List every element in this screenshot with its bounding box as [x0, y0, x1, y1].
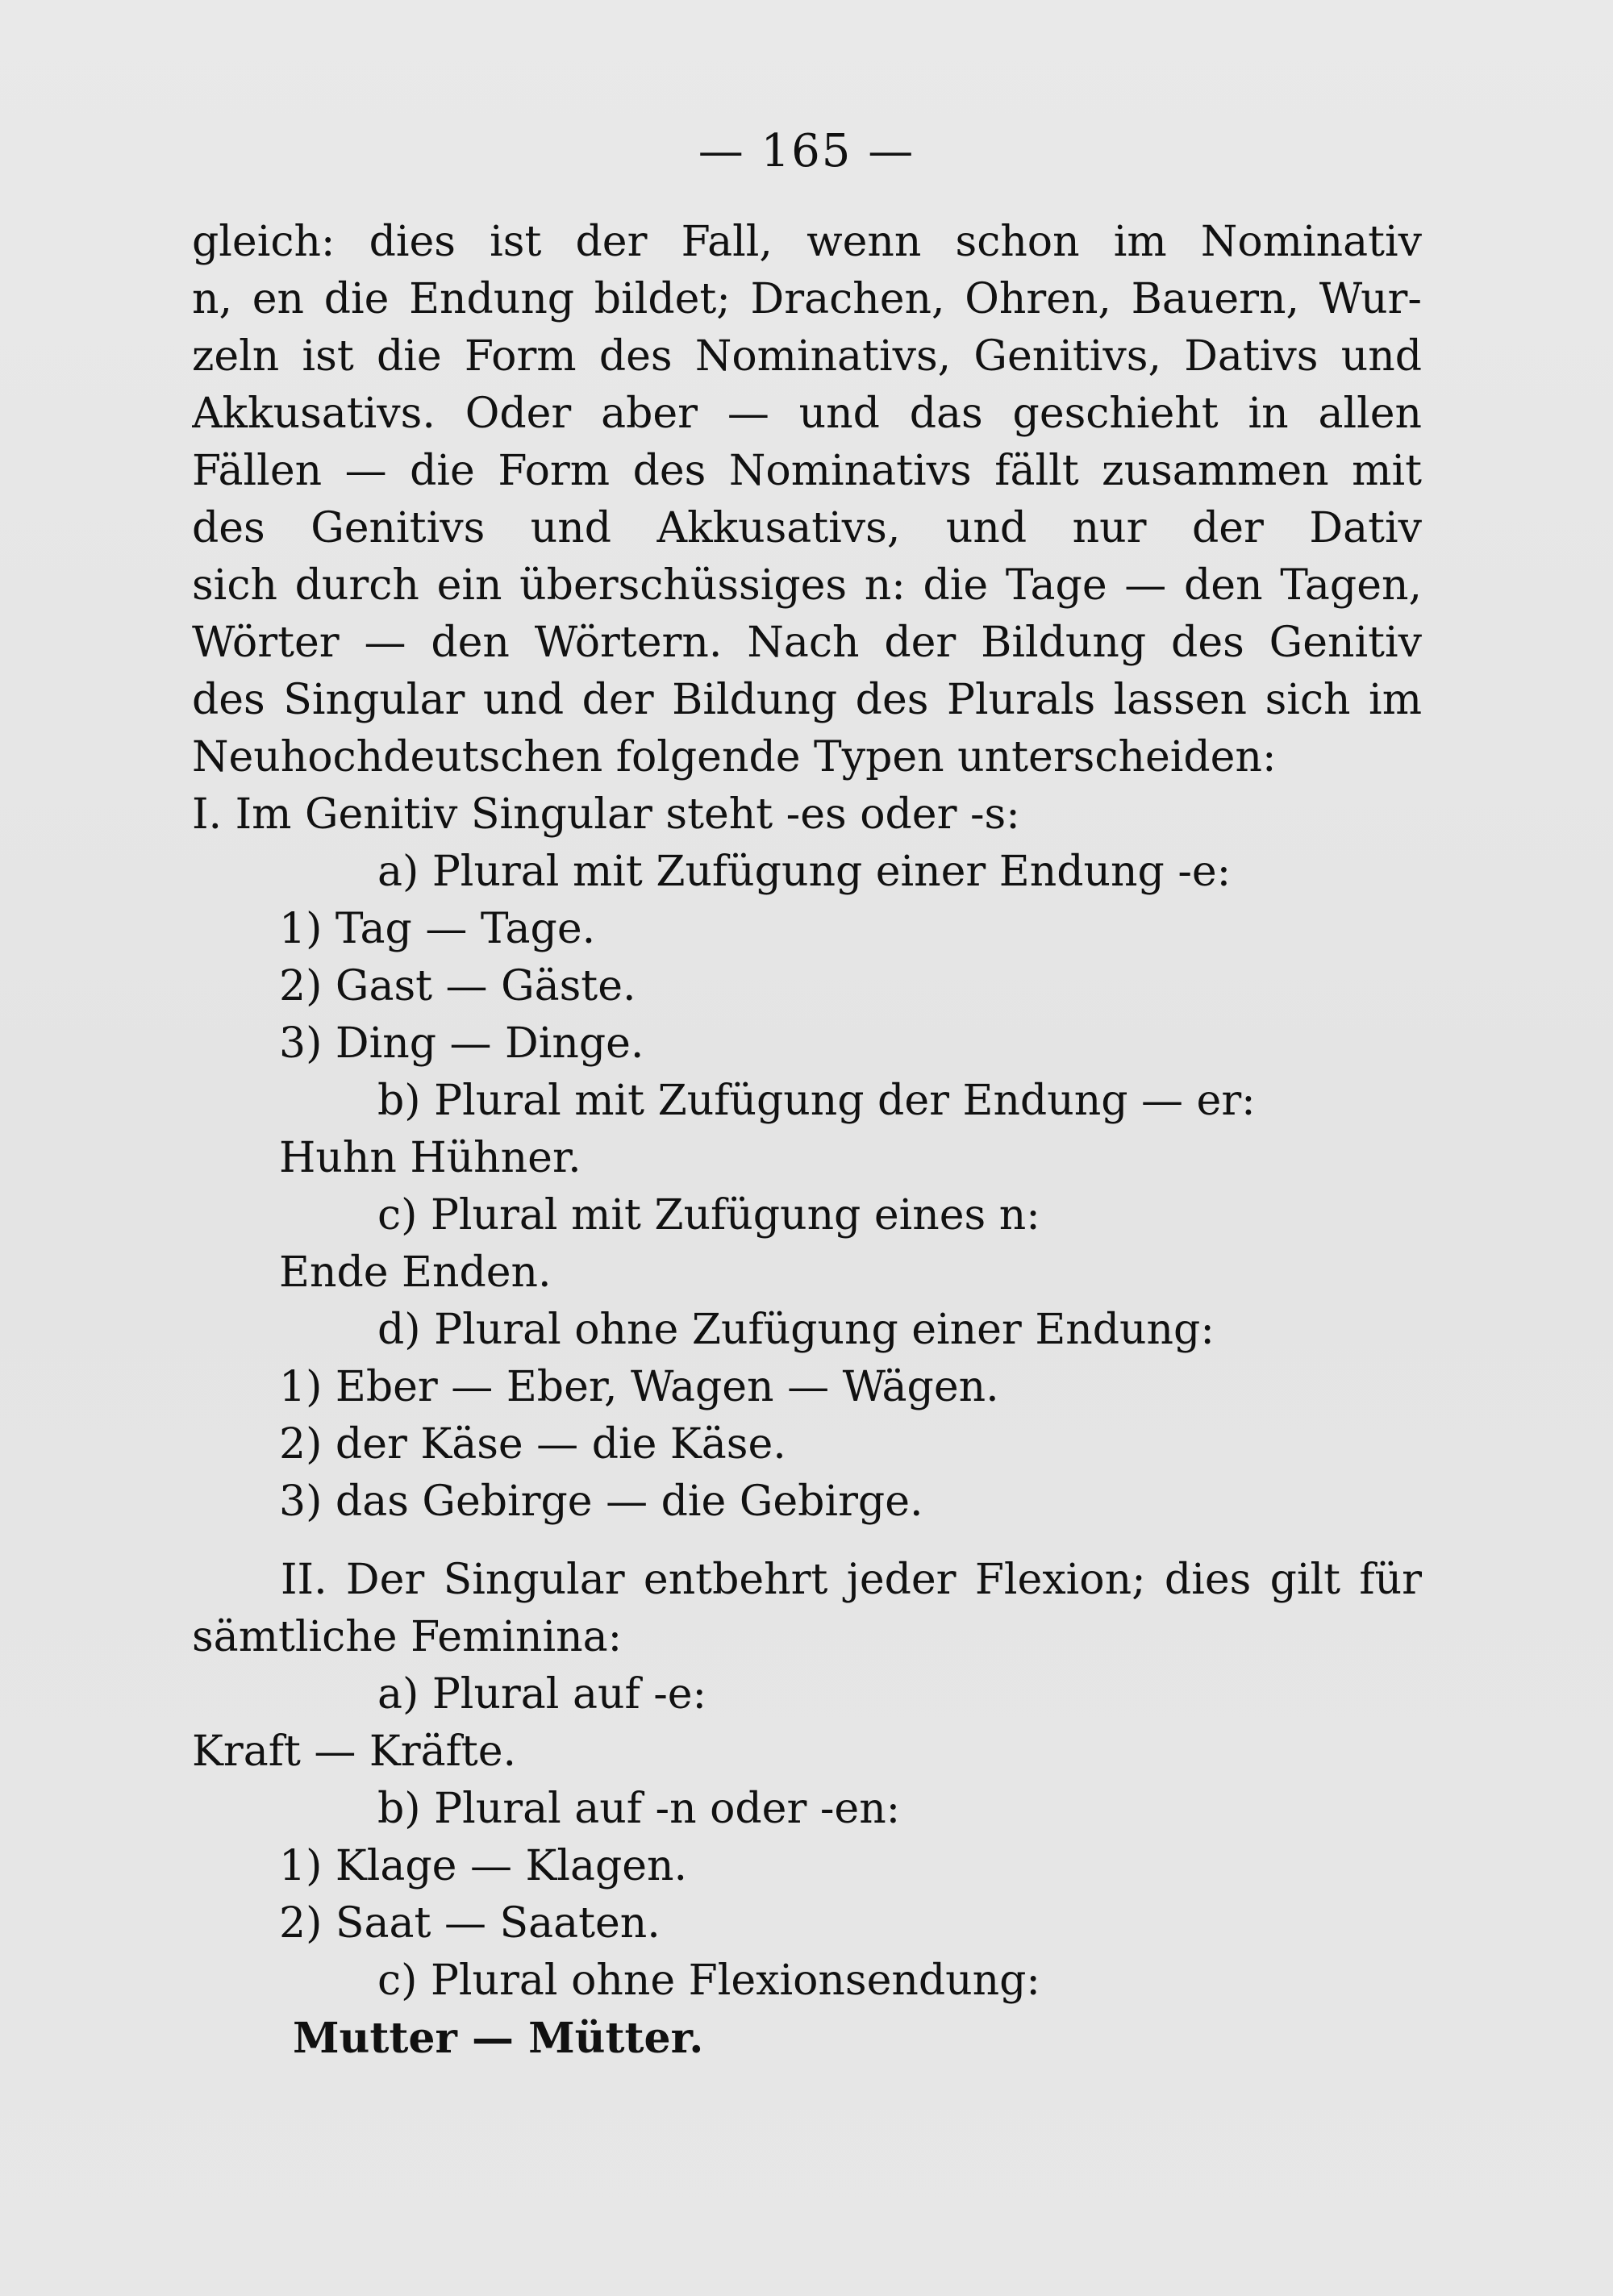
subsection-heading: a) Plural auf -e:: [377, 1670, 707, 1719]
subsection-heading: c) Plural ohne Flexionsendung:: [377, 1956, 1040, 2005]
example-item: Ende Enden.: [279, 1248, 552, 1297]
section-gap: [192, 1531, 1422, 1552]
subsection-heading: d) Plural ohne Zufügung einer Endung:: [377, 1306, 1215, 1354]
paragraph-line: des Genitivs und Akkusativs, und nur der Dativ: [192, 504, 1422, 552]
example-item: 3) Ding — Dinge.: [279, 1019, 644, 1068]
example-item: 3) das Gebirge — die Gebirge.: [279, 1477, 923, 1526]
example-item: Huhn Hühner.: [279, 1134, 581, 1182]
subsection-heading: b) Plural mit Zufügung der Endung — er:: [377, 1077, 1256, 1125]
paragraph-line: Wörter — den Wörtern. Nach der Bildung des Genitiv: [192, 619, 1422, 667]
paragraph-line: Fällen — die Form des Nominativs fällt zusammen mit: [192, 447, 1422, 495]
paragraph-line: sich durch ein überschüssiges n: die Tage — den Tagen,: [192, 561, 1422, 610]
example-item: 1) Klage — Klagen.: [279, 1842, 688, 1890]
section-2-heading: II. Der Singular entbehrt jeder Flexion; dies gilt für: [281, 1556, 1422, 1604]
paragraph-line: zeln ist die Form des Nominativs, Genitivs, Dativs und: [192, 332, 1422, 381]
example-item: Kraft — Kräfte.: [192, 1727, 517, 1776]
subsection-heading: b) Plural auf -n oder -en:: [377, 1785, 901, 1833]
paragraph-line: n, en die Endung bildet; Drachen, Ohren, Bauern, Wur-: [192, 275, 1422, 323]
example-item: 2) der Käse — die Käse.: [279, 1420, 786, 1469]
paragraph-line: Akkusativs. Oder aber — und das geschieht in allen: [192, 390, 1422, 438]
paragraph-line: des Singular und der Bildung des Plurals lassen sich im: [192, 676, 1422, 724]
paragraph-line: Neuhochdeutschen folgende Typen unterscheiden:: [192, 733, 1277, 781]
example-item: Mutter — Mütter.: [293, 2014, 704, 2063]
paragraph-line: gleich: dies ist der Fall, wenn schon im Nominativ: [192, 218, 1422, 266]
body-text: [192, 214, 1422, 2067]
example-item: 2) Gast — Gäste.: [279, 962, 636, 1010]
page-number: — 165 —: [698, 125, 915, 177]
example-item: 1) Eber — Eber, Wagen — Wägen.: [279, 1363, 999, 1411]
section-1-heading: I. Im Genitiv Singular steht -es oder -s:: [192, 790, 1020, 839]
example-item: 1) Tag — Tage.: [279, 905, 596, 953]
example-item: 2) Saat — Saaten.: [279, 1899, 661, 1948]
subsection-heading: c) Plural mit Zufügung eines n:: [377, 1191, 1040, 1240]
subsection-heading: a) Plural mit Zufügung einer Endung -e:: [377, 848, 1232, 896]
section-2-heading-continued: sämtliche Feminina:: [192, 1613, 623, 1661]
